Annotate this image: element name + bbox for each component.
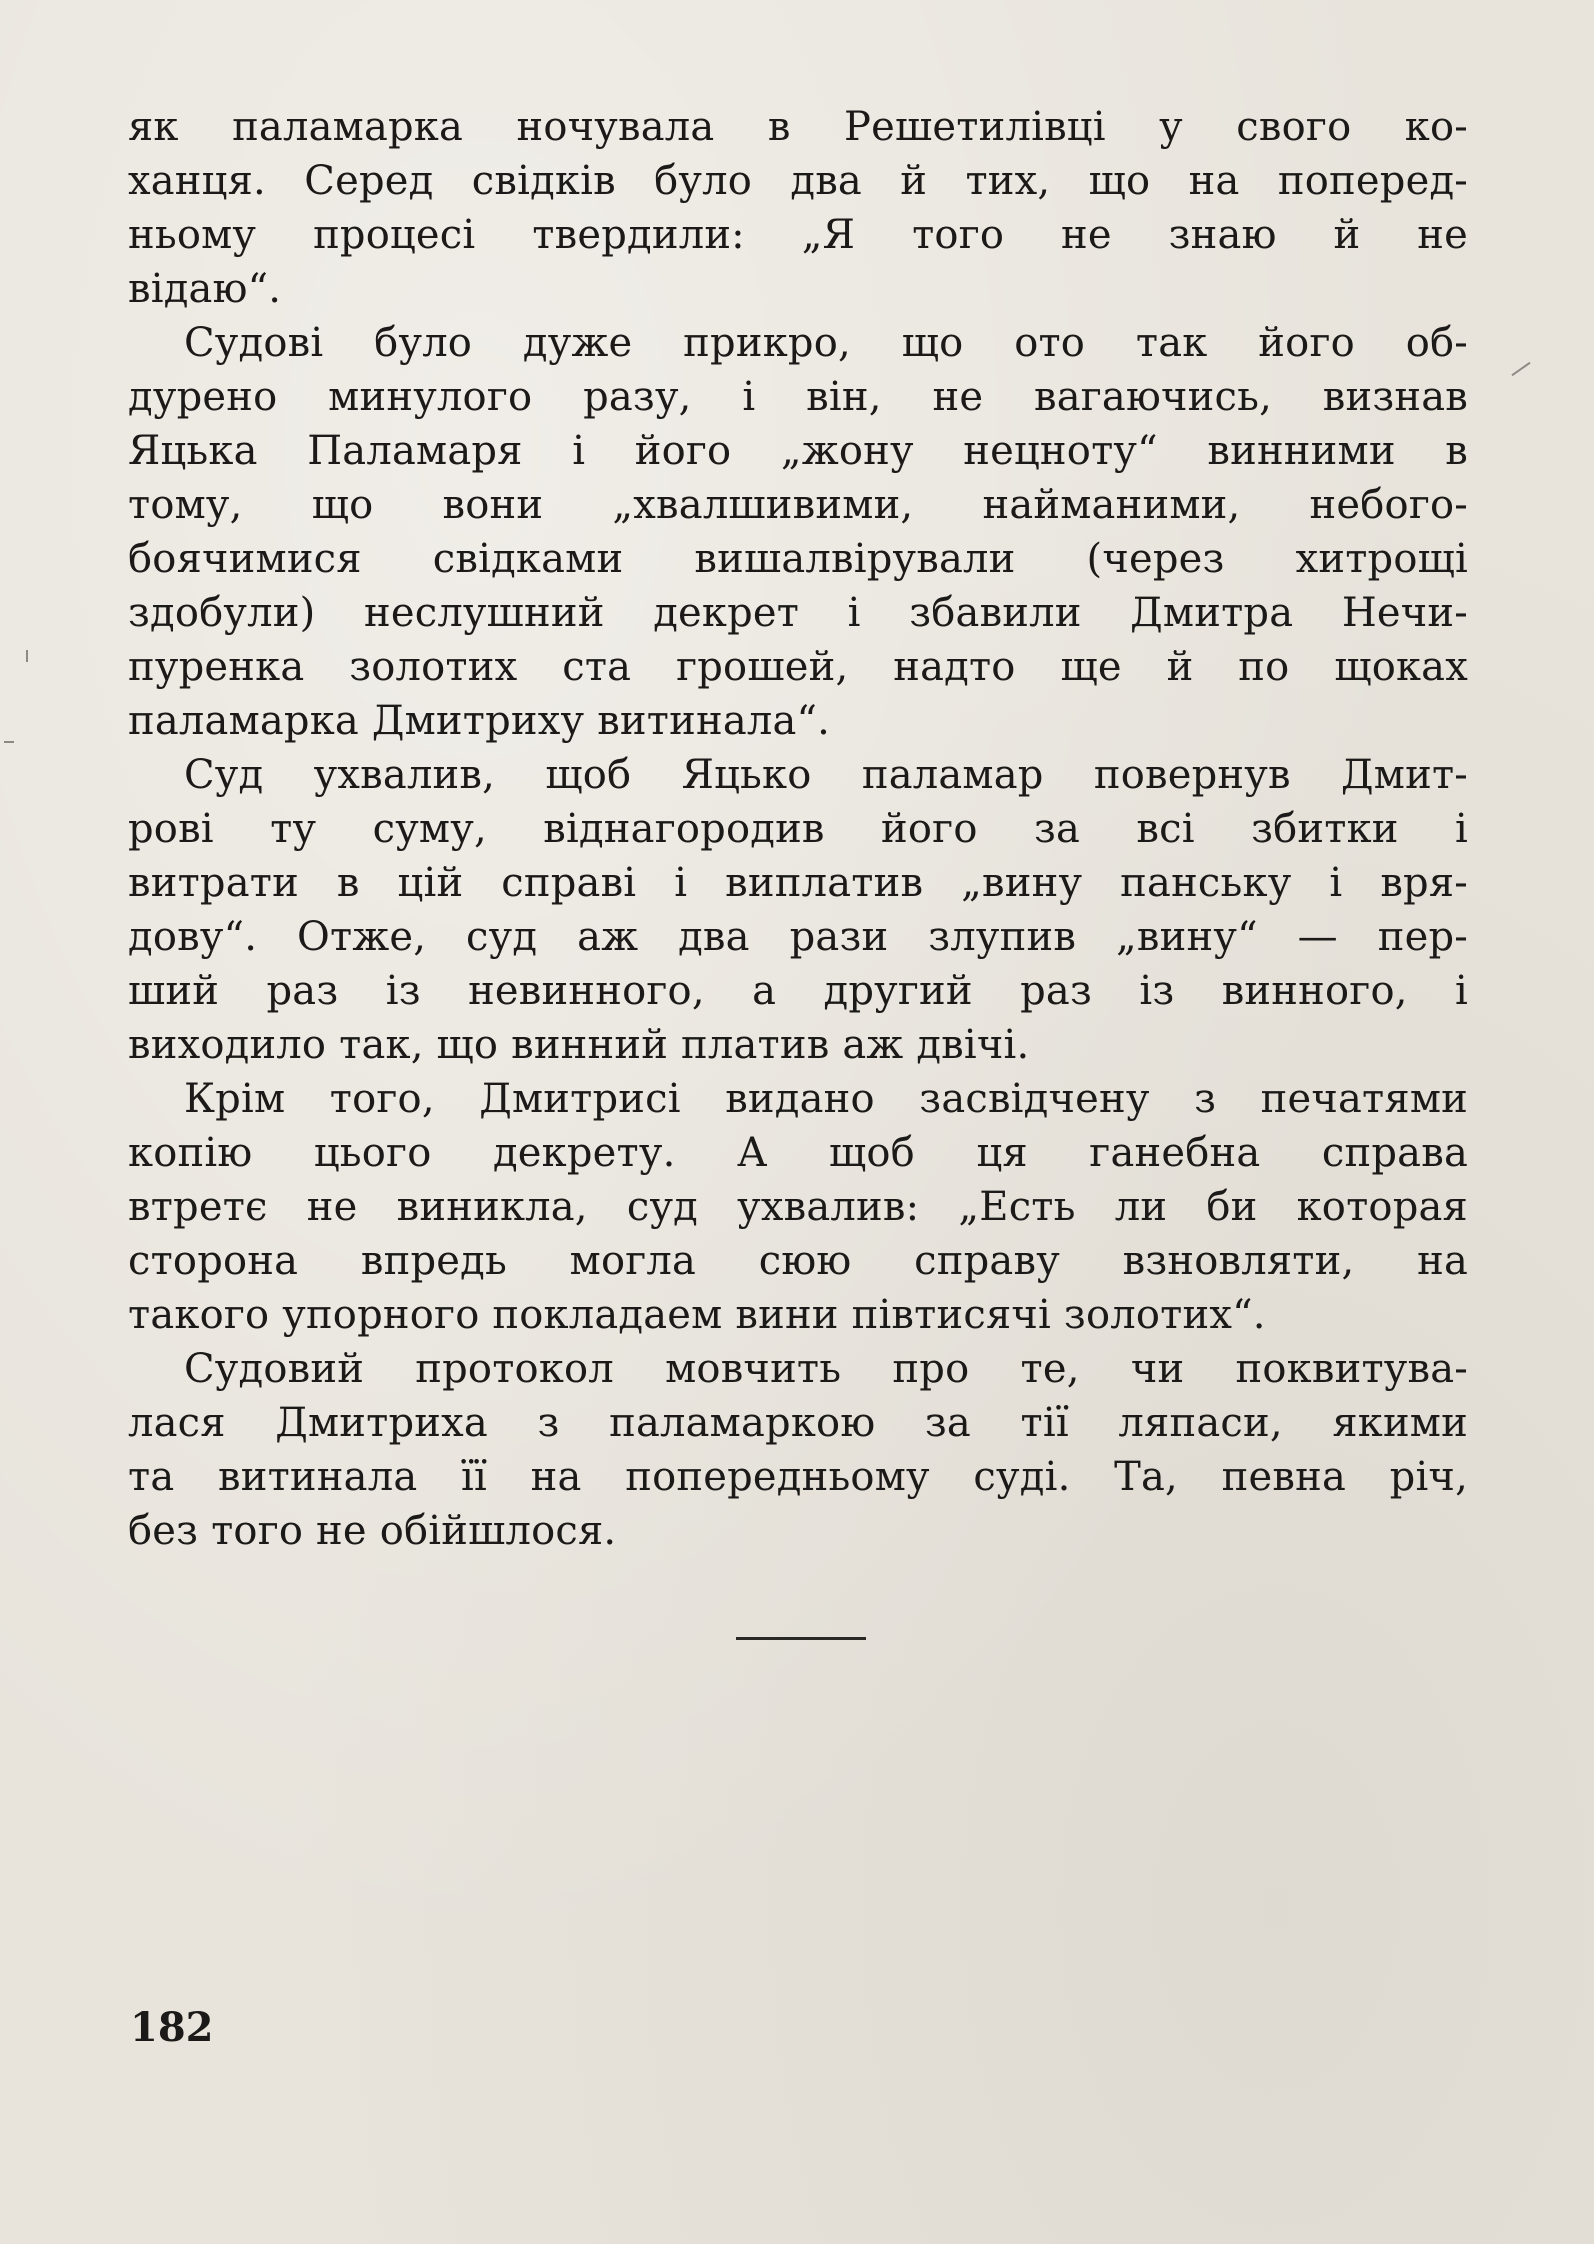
text-line: здобули) неслушний декрет і збавили Дмитра Нечи- <box>128 590 1468 636</box>
paragraph-1 <box>128 100 1468 316</box>
scan-mark <box>4 741 14 743</box>
text-line: відаю“. <box>128 266 282 312</box>
text-line: ший раз із невинного, а другий раз із винного, і <box>128 968 1468 1014</box>
text-line: як паламарка ночувала в Решетилівці у свого ко- <box>128 104 1468 150</box>
paragraph-2 <box>128 316 1468 748</box>
text-line: паламарка Дмитриху витинала“. <box>128 698 831 744</box>
scan-mark <box>26 650 28 662</box>
page-number: 182 <box>130 2004 214 2051</box>
text-line: витрати в цій справі і виплатив „вину панську і вря- <box>128 860 1468 906</box>
paragraph-4 <box>128 1072 1468 1342</box>
text-line: Крім того, Дмитрисі видано засвідчену з печатями <box>184 1076 1468 1122</box>
paragraph-3 <box>128 748 1468 1072</box>
text-line: рові ту суму, віднагородив його за всі збитки і <box>128 806 1468 852</box>
text-line: втретє не виникла, суд ухвалив: „Есть ли би которая <box>128 1184 1468 1230</box>
text-line: Судові було дуже прикро, що ото так його об- <box>184 320 1468 366</box>
section-divider <box>736 1637 866 1640</box>
text-line: дову“. Отже, суд аж два рази злупив „вину“ — пер- <box>128 914 1468 960</box>
text-line: копію цього декрету. А щоб ця ганебна справа <box>128 1130 1468 1176</box>
text-line: Яцька Паламаря і його „жону нецноту“ винними в <box>128 428 1468 474</box>
text-line: виходило так, що винний платив аж двічі. <box>128 1022 1030 1068</box>
text-line: дурено минулого разу, і він, не вагаючись, визнав <box>128 374 1468 420</box>
text-line: ньому процесі твердили: „Я того не знаю й не <box>128 212 1468 258</box>
scan-mark <box>1511 362 1530 376</box>
text-line: Суд ухвалив, щоб Яцько паламар повернув Дмит- <box>184 752 1468 798</box>
text-line: такого упорного покладаем вини півтисячі золотих“. <box>128 1292 1266 1338</box>
text-line: боячимися свідками вишалвірували (через хитрощі <box>128 536 1468 582</box>
text-line: тому, що вони „хвалшивими, найманими, небого- <box>128 482 1468 528</box>
paragraph-5 <box>128 1342 1468 1558</box>
text-line: ханця. Серед свідків було два й тих, що на поперед- <box>128 158 1468 204</box>
text-line: пуренка золотих ста грошей, надто ще й по щоках <box>128 644 1468 690</box>
text-line: без того не обійшлося. <box>128 1508 617 1554</box>
text-line: сторона впредь могла сюю справу взновляти, на <box>128 1238 1468 1284</box>
text-line: Судовий протокол мовчить про те, чи поквитува- <box>184 1346 1468 1392</box>
body-text <box>128 100 1468 1558</box>
text-line: лася Дмитриха з паламаркою за тії ляпаси, якими <box>128 1400 1468 1446</box>
text-line: та витинала її на попередньому суді. Та, певна річ, <box>128 1454 1468 1500</box>
